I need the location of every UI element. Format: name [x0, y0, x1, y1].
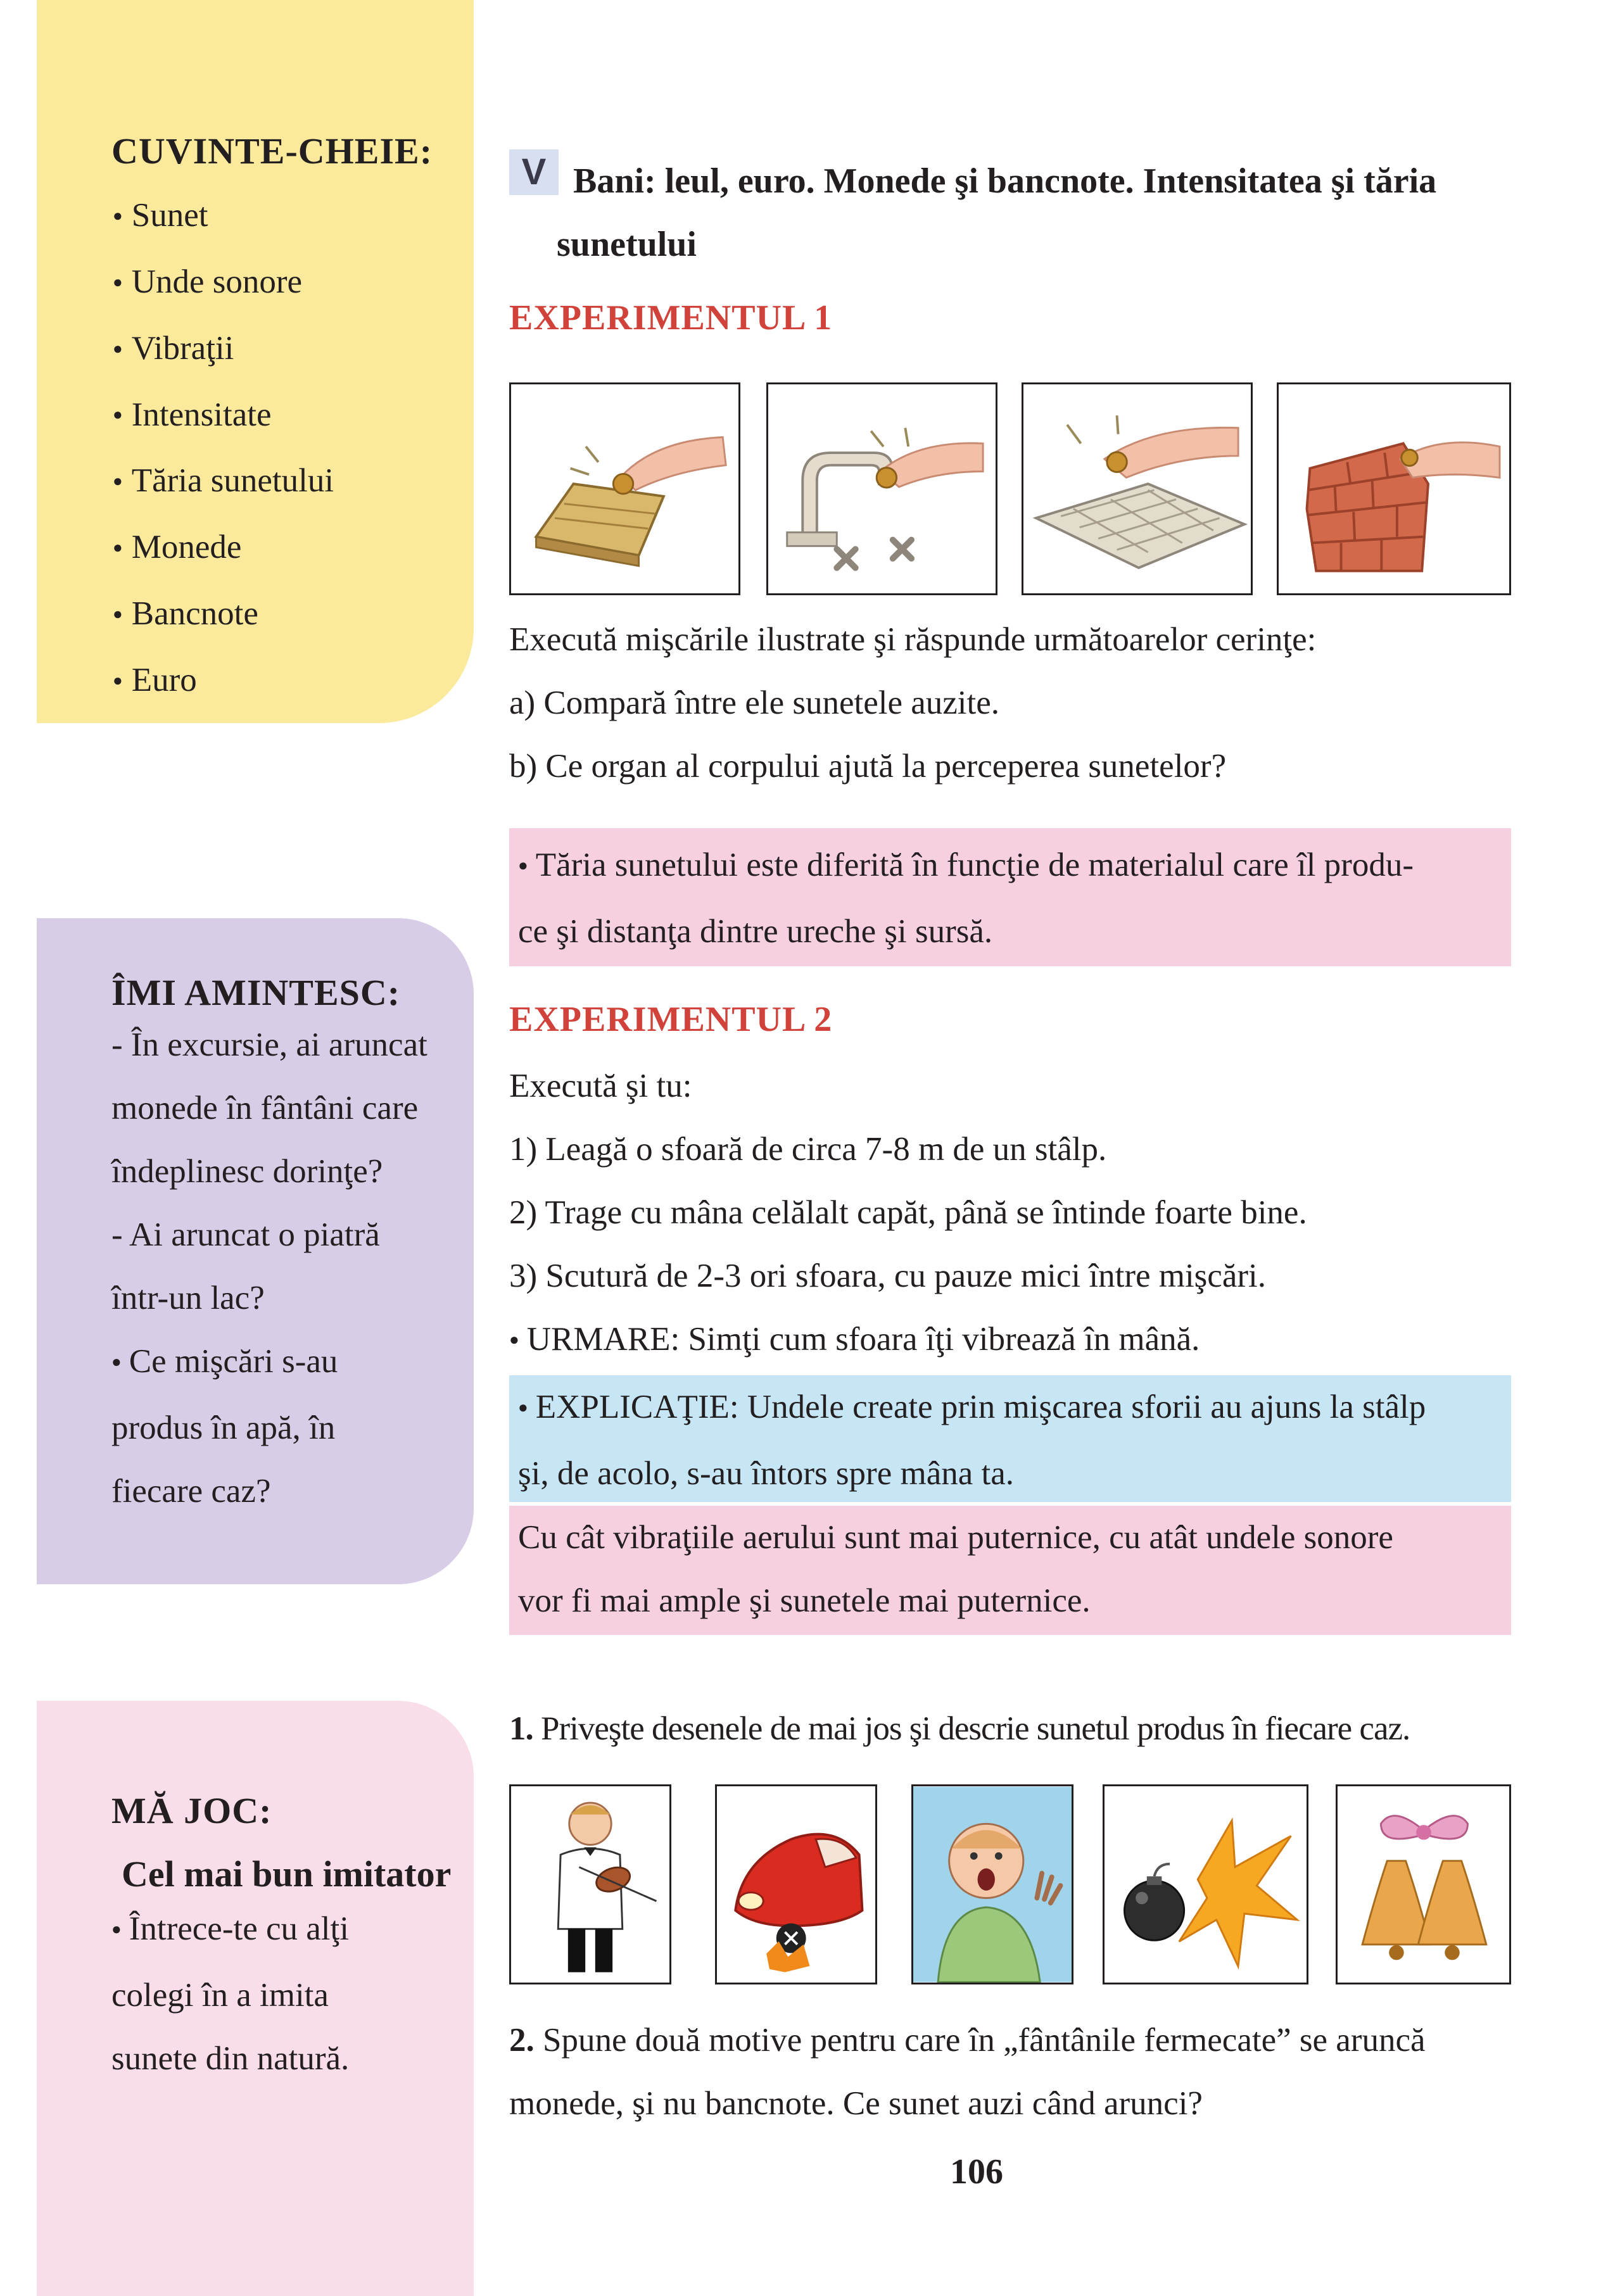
- exercise1-number: 1.: [509, 1710, 533, 1747]
- experiment1-note: [509, 828, 1511, 966]
- experiment1-title: EXPERIMENTUL 1: [509, 298, 833, 337]
- section-heading: [557, 149, 1510, 276]
- keyword-item: ● Tăria sunetului: [113, 449, 334, 515]
- keyword-item: ● Bancnote: [113, 582, 334, 648]
- remember-line: într-un lac?: [111, 1280, 265, 1316]
- car-crash-image: [715, 1784, 877, 1984]
- experiment2-explanation-line2: şi, de acolo, s-au întors spre mâna ta.: [518, 1454, 1014, 1492]
- keywords-box: [37, 0, 474, 723]
- coin-on-wood-image: [509, 382, 740, 595]
- keyword-item: ● Euro: [113, 648, 334, 715]
- remember-line: produs în apă, în: [111, 1409, 336, 1446]
- remember-line: îndeplinesc dorinţe?: [111, 1153, 383, 1190]
- experiment2-intro: Execută şi tu:: [509, 1068, 692, 1104]
- experiment2-step2: 2) Trage cu mâna celălalt capăt, până se întinde foarte bine.: [509, 1194, 1307, 1231]
- bells-image: [1336, 1784, 1511, 1984]
- exercise2: [509, 2009, 1511, 2135]
- experiment2-title: EXPERIMENTUL 2: [509, 1000, 833, 1039]
- remember-line: fiecare caz?: [111, 1472, 271, 1510]
- experiment2-result: ● URMARE: Simţi cum sfoara îţi vibrează în mână.: [509, 1308, 1511, 1374]
- keyword-item: ● Vibraţii: [113, 317, 334, 383]
- page-number: 106: [950, 2152, 1003, 2192]
- experiment2-conclusion-line1: Cu cât vibraţiile aerului sunt mai puternice, cu atât undele sonore: [518, 1519, 1393, 1556]
- experiment2-text: [509, 1054, 1511, 1374]
- play-subtitle: Cel mai bun imitator: [122, 1853, 452, 1895]
- exercise1-text: Priveşte desenele de mai jos şi descrie sunetul produs în fiecare caz.: [541, 1710, 1410, 1747]
- coin-on-brick-image: [1277, 382, 1511, 595]
- remember-box: [37, 918, 474, 1584]
- experiment2-conclusion: [509, 1506, 1511, 1635]
- bomb-explosion-image: [1103, 1784, 1308, 1984]
- keywords-title: CUVINTE-CHEIE:: [111, 130, 433, 172]
- remember-line: ● Ce mişcări s-au: [111, 1330, 427, 1396]
- experiment1-text: [509, 608, 1511, 798]
- experiment1-note-line1: ● Tăria sunetului este diferită în funcţie de materialul care îl produ-: [518, 833, 1511, 900]
- section-title-line2: sunetului: [557, 225, 697, 264]
- experiment2-explanation: [509, 1375, 1511, 1502]
- exercise2-number: 2.: [509, 2022, 535, 2059]
- experiment2-step1: 1) Leagă o sfoară de circa 7-8 m de un stâlp.: [509, 1131, 1107, 1168]
- exercise1: [509, 1697, 1511, 1760]
- experiment1-question-a: a) Compară între ele sunetele auzite.: [509, 684, 1000, 721]
- exercise2-text-line2: monede, şi nu bancnote. Ce sunet auzi când arunci?: [509, 2085, 1203, 2122]
- keyword-item: ● Intensitate: [113, 383, 334, 450]
- experiment2-conclusion-line2: vor fi mai ample şi sunetele mai puternice.: [518, 1582, 1091, 1619]
- remember-text: [111, 1013, 427, 1523]
- coin-on-keyboard-image: [1022, 382, 1253, 595]
- violinist-image: [509, 1784, 671, 1984]
- experiment2-explanation-line1: ● EXPLICAŢIE: Undele create prin mişcarea sforii au ajuns la stâlp: [518, 1375, 1511, 1442]
- experiment1-note-line2: ce şi distanţa dintre ureche şi sursă.: [518, 912, 993, 950]
- experiment2-step3: 3) Scutură de 2-3 ori sfoara, cu pauze mici între mişcări.: [509, 1258, 1266, 1294]
- play-line: sunete din natură.: [111, 2040, 350, 2077]
- remember-title: ÎMI AMINTESC:: [111, 972, 401, 1013]
- play-line: ● Întrece-te cu alţi: [111, 1897, 349, 1964]
- experiment1-instruction: Execută mişcările ilustrate şi răspunde următoarelor cerinţe:: [509, 621, 1317, 658]
- keyword-item: ● Unde sonore: [113, 250, 334, 317]
- play-line: colegi în a imita: [111, 1976, 329, 2014]
- keyword-item: ● Sunet: [113, 184, 334, 250]
- exercise2-text-line1: Spune două motive pentru care în „fântânile fermecate” se aruncă: [543, 2022, 1426, 2059]
- remember-line: monede în fântâni care: [111, 1090, 419, 1126]
- coin-on-faucet-image: [766, 382, 997, 595]
- play-title: MĂ JOC:: [111, 1790, 272, 1831]
- play-box: [37, 1701, 474, 2296]
- section-number-badge: V: [509, 149, 559, 195]
- remember-line: - Ai aruncat o piatră: [111, 1216, 380, 1253]
- section-title-line1: Bani: leul, euro. Monede şi bancnote. Intensitatea şi tăria: [573, 161, 1437, 201]
- keyword-item: ● Monede: [113, 515, 334, 582]
- keywords-list: [113, 184, 334, 715]
- play-text: [111, 1897, 349, 2090]
- experiment1-question-b: b) Ce organ al corpului ajută la perceperea sunetelor?: [509, 748, 1227, 785]
- remember-line: - În excursie, ai aruncat: [111, 1026, 427, 1063]
- shouting-boy-image: [911, 1784, 1073, 1984]
